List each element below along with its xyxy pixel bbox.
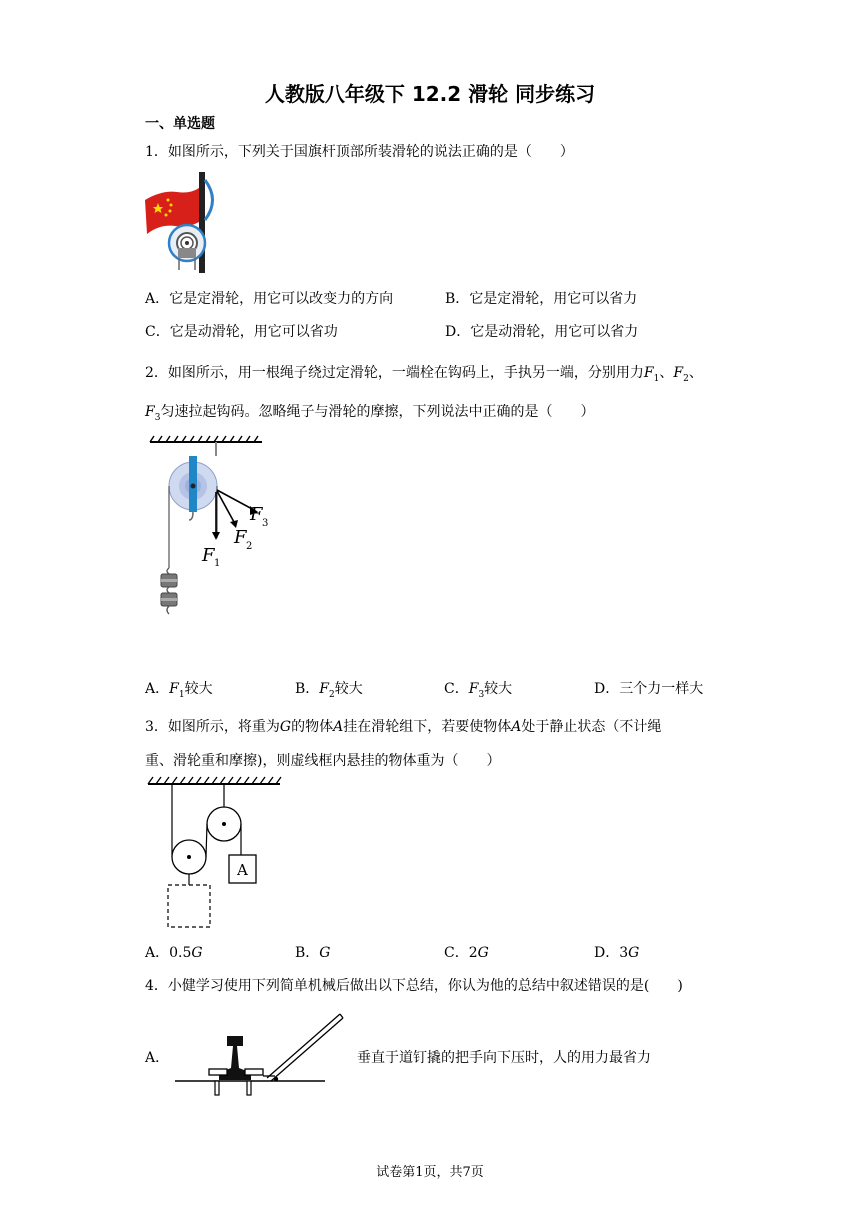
- q3-stem-line2: 重、滑轮重和摩擦)，则虚线框内悬挂的物体重为（ ）: [145, 753, 501, 769]
- page-title: 人教版八年级下 12.2 滑轮 同步练习: [264, 82, 596, 106]
- rail-spike-lever-figure: [175, 1012, 347, 1100]
- q3-option-d[interactable]: D．3G: [594, 945, 640, 961]
- box-a-label: A: [237, 861, 248, 879]
- q3-option-c[interactable]: C．2G: [444, 945, 489, 961]
- section-heading: 一、单选题: [145, 116, 215, 132]
- q2-stem-line2: $F_3$匀速拉起钩码。忽略绳子与滑轮的摩擦，下列说法中正确的是（ ）: [145, 404, 595, 423]
- q1-option-d[interactable]: D．它是动滑轮，用它可以省力: [445, 324, 639, 340]
- page-footer: 试卷第1页，共7页: [376, 1165, 484, 1180]
- pulley-system-figure: [148, 776, 283, 932]
- svg-text:F: F: [202, 545, 215, 566]
- q2-stem-line1: 2．如图所示，用一根绳子绕过定滑轮，一端栓在钩码上，手执另一端，分别用力$F_1$、$F_2$、: [145, 365, 703, 384]
- q4-option-a-label[interactable]: A．: [145, 1050, 170, 1066]
- q2-option-d[interactable]: D．三个力一样大: [594, 681, 704, 697]
- q2-option-b[interactable]: B．$F_2$较大: [295, 681, 363, 700]
- q3-option-b[interactable]: B．G: [295, 945, 331, 961]
- flag-pulley-figure: [142, 170, 217, 276]
- svg-text:3: 3: [262, 518, 269, 529]
- q2-option-c[interactable]: C．$F_3$较大: [444, 681, 513, 700]
- q1-option-a[interactable]: A．它是定滑轮，用它可以改变力的方向: [145, 291, 394, 307]
- q2-option-a[interactable]: A．$F_1$较大: [145, 681, 213, 700]
- q3-option-a[interactable]: A．0.5G: [145, 945, 203, 961]
- svg-text:F: F: [250, 504, 263, 525]
- q4-option-a-text[interactable]: 垂直于道钉撬的把手向下压时，人的用力最省力: [357, 1050, 651, 1066]
- svg-text:2: 2: [246, 541, 253, 552]
- q3-stem-line1: 3．如图所示，将重为G的物体A挂在滑轮组下，若要使物体A处于静止状态（不计绳: [145, 719, 662, 735]
- q4-stem: 4．小健学习使用下列简单机械后做出以下总结，你认为他的总结中叙述错误的是( ): [145, 978, 683, 994]
- svg-text:1: 1: [214, 558, 221, 569]
- q1-option-c[interactable]: C．它是动滑轮，用它可以省功: [145, 324, 338, 340]
- q1-stem: 1．如图所示，下列关于国旗杆顶部所装滑轮的说法正确的是（ ）: [145, 144, 574, 160]
- svg-text:F: F: [234, 527, 247, 548]
- fixed-pulley-figure: [150, 436, 275, 620]
- q1-option-b[interactable]: B．它是定滑轮，用它可以省力: [445, 291, 638, 307]
